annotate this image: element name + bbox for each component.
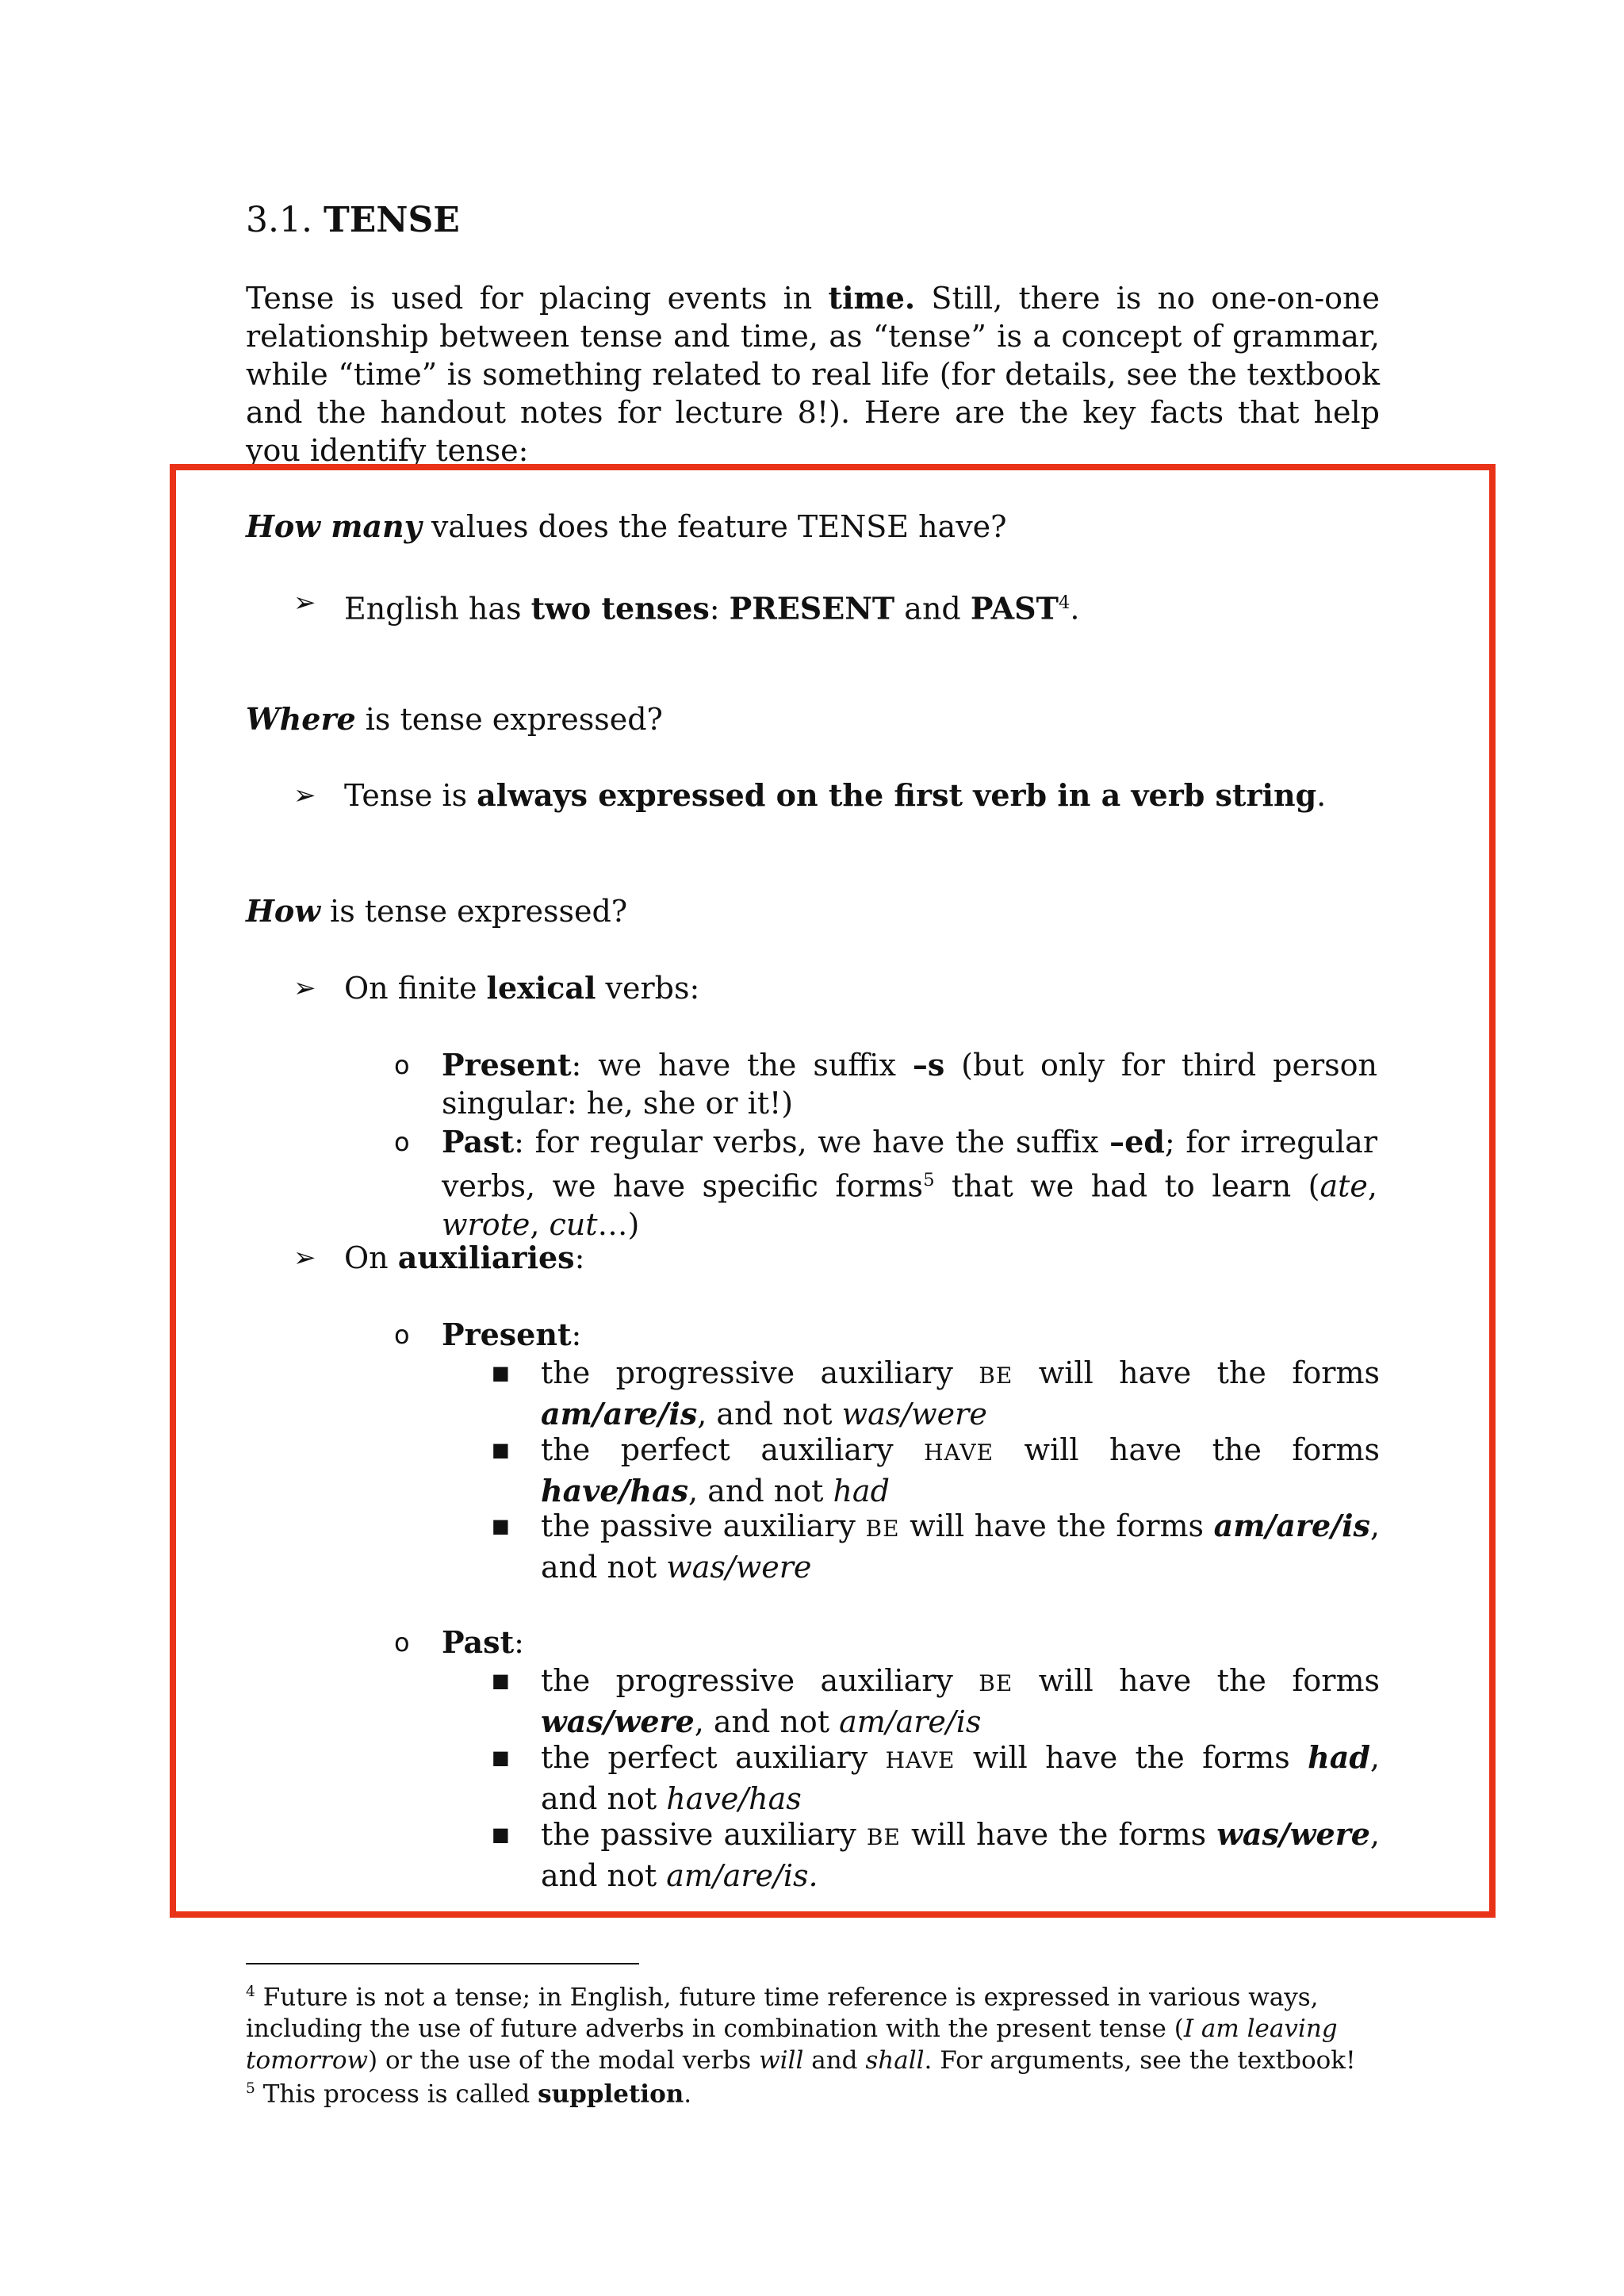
arrow-bullet-icon: ➢ bbox=[293, 780, 316, 811]
footnote-4: $^4$ Future is not a tense; in English, future time reference is expressed in various ways, including the use of future adverbs in combination with the present tense (I am leaving tomorrow) or the use of the modal verbs will and shall. For arguments, see the textbook! bbox=[246, 1983, 1356, 2076]
square-bullet-icon: ■ bbox=[492, 1362, 510, 1384]
arrow-bullet-icon: ➢ bbox=[293, 972, 316, 1004]
intro-paragraph: Tense is used for placing events in time. Still, there is no one-on-one relationship between tense and time, as “tense” is a concept of grammar, while “time” is something related to real life (for details, see the textbook and the handout notes for lecture 8!). Here are the key facts that help you identify tense: bbox=[246, 280, 1380, 468]
section-title: TENSE bbox=[323, 200, 460, 240]
circle-bullet-icon: o bbox=[394, 1050, 410, 1080]
footnote-divider bbox=[246, 1963, 639, 1964]
square-bullet-icon: ■ bbox=[492, 1669, 510, 1692]
square-bullet-icon: ■ bbox=[492, 1823, 510, 1846]
square-bullet-icon: ■ bbox=[492, 1746, 510, 1769]
footnote-ref-4: 4 bbox=[1058, 592, 1071, 613]
footnote-5: $^5$ This process is called suppletion. bbox=[246, 2079, 692, 2109]
question-where: Where is tense expressed? bbox=[246, 701, 663, 737]
section-number: 3.1. bbox=[246, 200, 312, 240]
arrow-bullet-icon: ➢ bbox=[293, 1242, 316, 1274]
arrow-bullet-icon: ➢ bbox=[293, 587, 316, 619]
circle-bullet-icon: o bbox=[394, 1627, 410, 1658]
square-bullet-icon: ■ bbox=[492, 1515, 510, 1537]
question-how-many: How many values does the feature TENSE have? bbox=[246, 508, 1007, 544]
circle-bullet-icon: o bbox=[394, 1320, 410, 1350]
footnote-ref-5: 5 bbox=[923, 1170, 935, 1190]
question-how: How is tense expressed? bbox=[246, 893, 628, 929]
document-page: 3.1. TENSE Tense is used for placing events in time. Still, there is no one-on-one relationship between tense and time, as “tense” is a concept of grammar, while “time” is something related to real life (for details, see the textbook and the handout notes for lecture 8!). Here are the key facts that help you identify tense: How many values does the feature TENSE have? ➢ English has two tenses: PRESENT and PAST$^4$. Where is tense expressed? ➢ Tense is always expressed on the first verb in a verb string. How is tense expressed? ➢ On finite lexical verbs: o Present: we have the suffix –s (but only for third person singular: he, she or it!) o Past: for regular verbs, we have the suffix –ed; for irregular verbs, we have specific forms$^5$ that we had to learn (ate, wrote, cut…) ➢ On auxiliaries: o Present: ■ the progressive auxiliary BE will have the forms am/are/is, and not was/were ■ the perfect auxiliary HAVE will have the forms have/has, and not had ■ the passive auxiliary BE will have the forms am/are/is, and not was/were o Past: ■ the progressive auxiliary BE will have the forms was/were, and not am/are/is ■ the perfect auxiliary HAVE will have the forms had, and not have/has ■ the passive auxiliary BE will have the forms was/were, and not am/are/is. $^4$ Future is not a tense; in English, future time reference is expressed in various ways, including the use of future adverbs in combination with the present tense (I am leaving tomorrow) or the use of the modal verbs will and shall. For arguments, see the textbook! $^5$ This process is called suppletion. bbox=[0, 0, 1624, 2296]
circle-bullet-icon: o bbox=[394, 1127, 410, 1157]
square-bullet-icon: ■ bbox=[492, 1439, 510, 1461]
section-heading bbox=[246, 197, 460, 244]
